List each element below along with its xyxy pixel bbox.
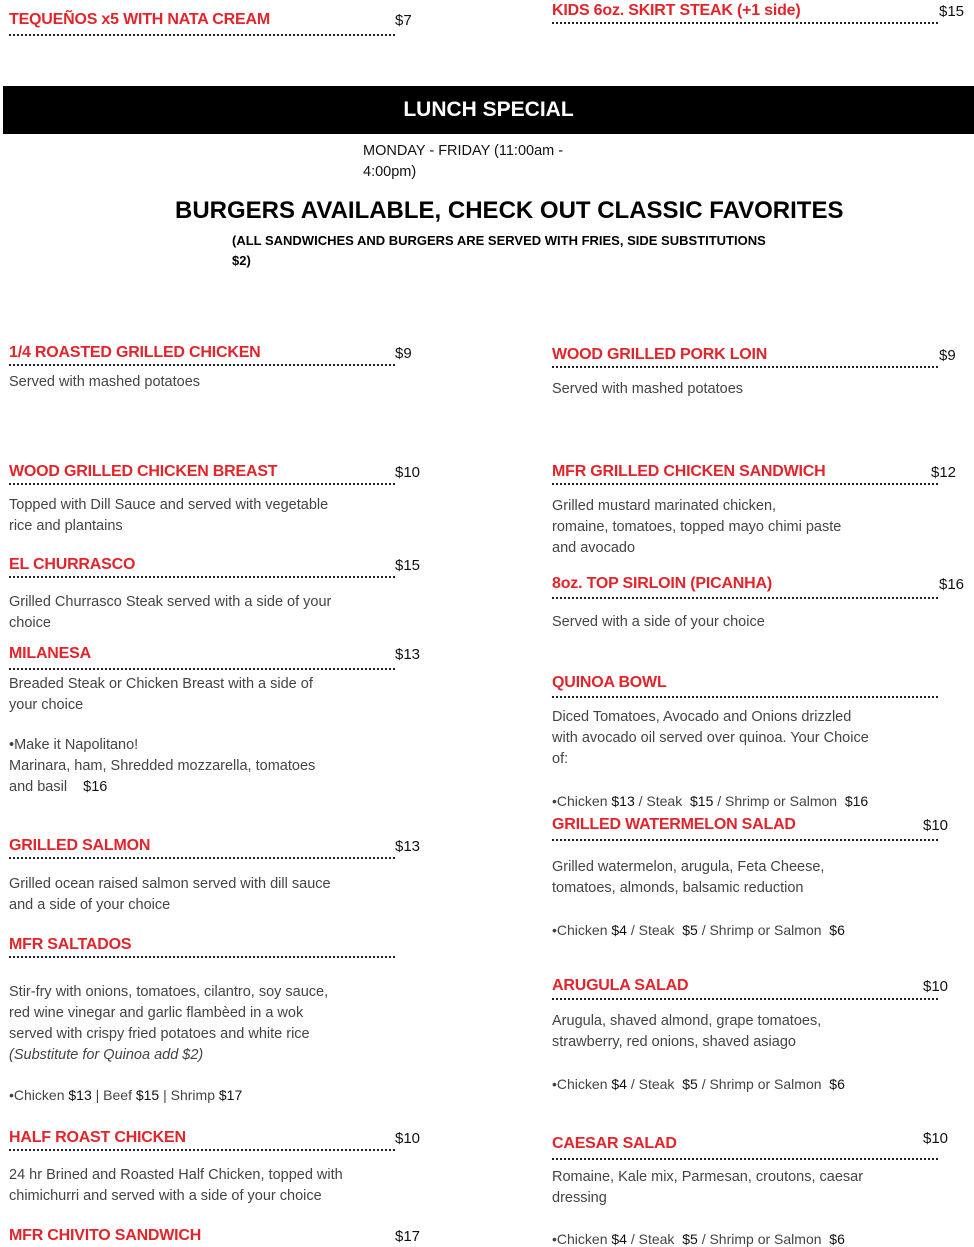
menu-item-price: $9 — [395, 345, 412, 362]
description-line: Grilled watermelon, arugula, Feta Cheese, — [552, 859, 825, 875]
description-line: Stir-fry with onions, tomatoes, cilantro, soy sauce, — [9, 984, 329, 1000]
menu-item-price: $10 — [923, 978, 949, 995]
option-label: •Chicken — [552, 1076, 608, 1092]
option-price: $4 — [611, 1076, 627, 1092]
option-label: Steak — [638, 922, 675, 938]
option-price: $4 — [611, 1231, 627, 1247]
option-price: $5 — [682, 1231, 698, 1247]
dotted-divider — [9, 364, 395, 366]
menu-item-description — [552, 1011, 932, 1053]
description-line: dressing — [552, 1190, 607, 1206]
description-line: Diced Tomatoes, Avocado and Onions drizzled — [552, 709, 852, 725]
menu-item-name: GRILLED WATERMELON SALAD — [552, 816, 796, 833]
option-separator: / — [701, 1076, 706, 1092]
description-line: choice — [9, 615, 51, 631]
menu-item-description — [552, 612, 932, 633]
description-line: Marinara, ham, Shredded mozzarella, tomatoes — [9, 758, 316, 774]
description-line: and a side of your choice — [9, 897, 171, 913]
option-separator: / — [630, 1076, 635, 1092]
menu-item-name: WOOD GRILLED CHICKEN BREAST — [9, 463, 278, 480]
option-label: Steak — [638, 1231, 675, 1247]
menu-item-description — [9, 592, 389, 634]
menu-item-price: $12 — [931, 464, 957, 481]
menu-item-price: $10 — [395, 464, 421, 481]
description-line: Served with mashed potatoes — [552, 381, 744, 397]
menu-item-description — [552, 379, 932, 400]
option-price: $6 — [829, 1076, 845, 1092]
option-price: $13 — [68, 1087, 92, 1103]
description-line: tomatoes, almonds, balsamic reduction — [552, 880, 804, 896]
option-price: $4 — [611, 922, 627, 938]
menu-item-description — [552, 857, 932, 899]
dotted-divider — [9, 668, 395, 670]
description-line: of: — [552, 751, 569, 767]
description-line: rice and plantains — [9, 518, 123, 534]
menu-item-name: WOOD GRILLED PORK LOIN — [552, 346, 768, 363]
menu-item-name: ARUGULA SALAD — [552, 977, 689, 994]
menu-item-description — [552, 496, 932, 559]
menu-item-price: $10 — [395, 1130, 421, 1147]
description-line: Served with mashed potatoes — [9, 374, 201, 390]
section-subheading: BURGERS AVAILABLE, CHECK OUT CLASSIC FAVORITES — [175, 197, 844, 224]
option-separator: / — [630, 922, 635, 938]
note-line: $2) — [232, 253, 251, 268]
option-separator: / — [630, 1231, 635, 1247]
dotted-divider — [552, 696, 938, 698]
option-price: $6 — [829, 1231, 845, 1247]
menu-item-price: $15 — [395, 557, 421, 574]
protein-options — [552, 793, 868, 809]
option-separator: / — [717, 793, 722, 809]
protein-options — [552, 1231, 845, 1247]
option-price: $5 — [682, 1076, 698, 1092]
description-line: Arugula, shaved almond, grape tomatoes, — [552, 1013, 822, 1029]
option-label: •Chicken — [552, 1231, 608, 1247]
description-line: your choice — [9, 697, 84, 713]
option-label: Beef — [103, 1087, 132, 1103]
dotted-divider — [552, 366, 938, 368]
option-price: $17 — [218, 1087, 243, 1103]
option-separator: / — [701, 922, 706, 938]
option-label: •Chicken — [552, 922, 608, 938]
dotted-divider — [552, 1158, 938, 1160]
option-label: Shrimp or Salmon — [709, 1231, 822, 1247]
addon-price: $16 — [83, 779, 108, 795]
description-line: Topped with Dill Sauce and served with vegetable — [9, 497, 329, 513]
menu-item-price: $13 — [395, 646, 421, 663]
menu-item-name: EL CHURRASCO — [9, 556, 136, 573]
menu-item-name: KIDS 6oz. SKIRT STEAK (+1 side) — [552, 2, 801, 19]
option-separator: / — [638, 793, 643, 809]
menu-item-name: MILANESA — [9, 645, 91, 662]
option-label: Shrimp — [170, 1087, 215, 1103]
menu-item-price: $7 — [395, 12, 412, 29]
dotted-divider — [9, 956, 395, 958]
description-line: and basil — [9, 779, 68, 795]
side-note — [232, 231, 772, 271]
menu-item-name: GRILLED SALMON — [9, 837, 151, 854]
dotted-divider — [9, 34, 395, 36]
menu-item-description — [9, 874, 389, 916]
option-price: $15 — [690, 793, 714, 809]
description-line: romaine, tomatoes, topped mayo chimi paste — [552, 519, 842, 535]
description-line: chimichurri and served with a side of your choice — [9, 1188, 322, 1204]
menu-item-name: MFR GRILLED CHICKEN SANDWICH — [552, 463, 826, 480]
menu-item-price: $10 — [923, 1130, 949, 1147]
option-label: Steak — [646, 793, 683, 809]
option-price: $15 — [135, 1087, 160, 1103]
option-price: $16 — [844, 793, 869, 809]
section-title: LUNCH SPECIAL — [403, 98, 574, 121]
menu-item-price: $17 — [395, 1228, 421, 1245]
description-line: Romaine, Kale mix, Parmesan, croutons, caesar — [552, 1169, 864, 1185]
hours-line: 4:00pm) — [363, 164, 417, 180]
menu-item-addon — [9, 735, 389, 798]
menu-item-description — [552, 707, 932, 770]
menu-item-name: TEQUEÑOS x5 WITH NATA CREAM — [9, 11, 270, 28]
description-line: with avocado oil served over quinoa. Your Choice — [552, 730, 869, 746]
description-line: red wine vinegar and garlic flambèed in a wok — [9, 1005, 304, 1021]
menu-item-name: MFR CHIVITO SANDWICH — [9, 1227, 202, 1244]
description-line: served with crispy fried potatoes and white rice — [9, 1026, 310, 1042]
option-label: Steak — [638, 1076, 675, 1092]
protein-options — [9, 1087, 242, 1103]
option-label: •Chicken — [552, 793, 608, 809]
dotted-divider — [9, 857, 395, 859]
menu-item-description — [9, 495, 389, 537]
dotted-divider — [9, 576, 395, 578]
option-price: $6 — [829, 922, 845, 938]
description-line: and avocado — [552, 540, 636, 556]
menu-item-description — [9, 372, 389, 393]
hours-line: MONDAY - FRIDAY (11:00am - — [363, 143, 564, 159]
dotted-divider — [552, 839, 938, 841]
option-label: Shrimp or Salmon — [709, 922, 822, 938]
option-separator: | — [163, 1087, 167, 1103]
dotted-divider — [552, 998, 938, 1000]
description-line: Breaded Steak or Chicken Breast with a side of — [9, 676, 313, 692]
menu-item-description — [9, 982, 389, 1066]
protein-options — [552, 1076, 845, 1092]
option-label: Shrimp or Salmon — [709, 1076, 822, 1092]
description-line: Grilled ocean raised salmon served with dill sauce — [9, 876, 331, 892]
menu-item-description — [552, 1167, 932, 1209]
dotted-divider — [552, 22, 938, 24]
description-line: Served with a side of your choice — [552, 614, 765, 630]
description-line: strawberry, red onions, shaved asiago — [552, 1034, 796, 1050]
option-separator: / — [701, 1231, 706, 1247]
option-price: $13 — [611, 793, 635, 809]
option-price: $5 — [682, 922, 698, 938]
option-separator: | — [95, 1087, 100, 1103]
menu-item-description — [9, 674, 389, 716]
menu-item-price: $9 — [939, 347, 956, 364]
menu-item-name: MFR SALTADOS — [9, 936, 132, 953]
menu-item-name: 8oz. TOP SIRLOIN (PICANHA) — [552, 575, 773, 592]
dotted-divider — [552, 597, 938, 599]
menu-item-price: $15 — [939, 3, 965, 20]
option-label: Shrimp or Salmon — [725, 793, 838, 809]
section-banner — [3, 86, 974, 134]
addon-title: •Make it Napolitano! — [9, 737, 139, 753]
lunch-hours — [363, 141, 583, 183]
option-label: •Chicken — [9, 1087, 65, 1103]
description-line: Grilled mustard marinated chicken, — [552, 498, 777, 514]
menu-item-name: CAESAR SALAD — [552, 1135, 677, 1152]
menu-item-description — [9, 1165, 389, 1207]
menu-item-price: $16 — [939, 576, 965, 593]
dotted-divider — [552, 483, 938, 485]
menu-item-price: $13 — [395, 838, 421, 855]
protein-options — [552, 922, 845, 938]
menu-item-price: $10 — [923, 817, 949, 834]
substitution-note: (Substitute for Quinoa add $2) — [9, 1047, 204, 1063]
description-line: 24 hr Brined and Roasted Half Chicken, topped with — [9, 1167, 343, 1183]
dotted-divider — [9, 483, 395, 485]
dotted-divider — [9, 1149, 395, 1151]
note-line: (ALL SANDWICHES AND BURGERS ARE SERVED WITH FRIES, SIDE SUBSTITUTIONS — [232, 233, 766, 248]
menu-item-name: QUINOA BOWL — [552, 674, 667, 691]
menu-item-name: HALF ROAST CHICKEN — [9, 1129, 186, 1146]
description-line: Grilled Churrasco Steak served with a side of your — [9, 594, 332, 610]
menu-item-name: 1/4 ROASTED GRILLED CHICKEN — [9, 344, 261, 361]
